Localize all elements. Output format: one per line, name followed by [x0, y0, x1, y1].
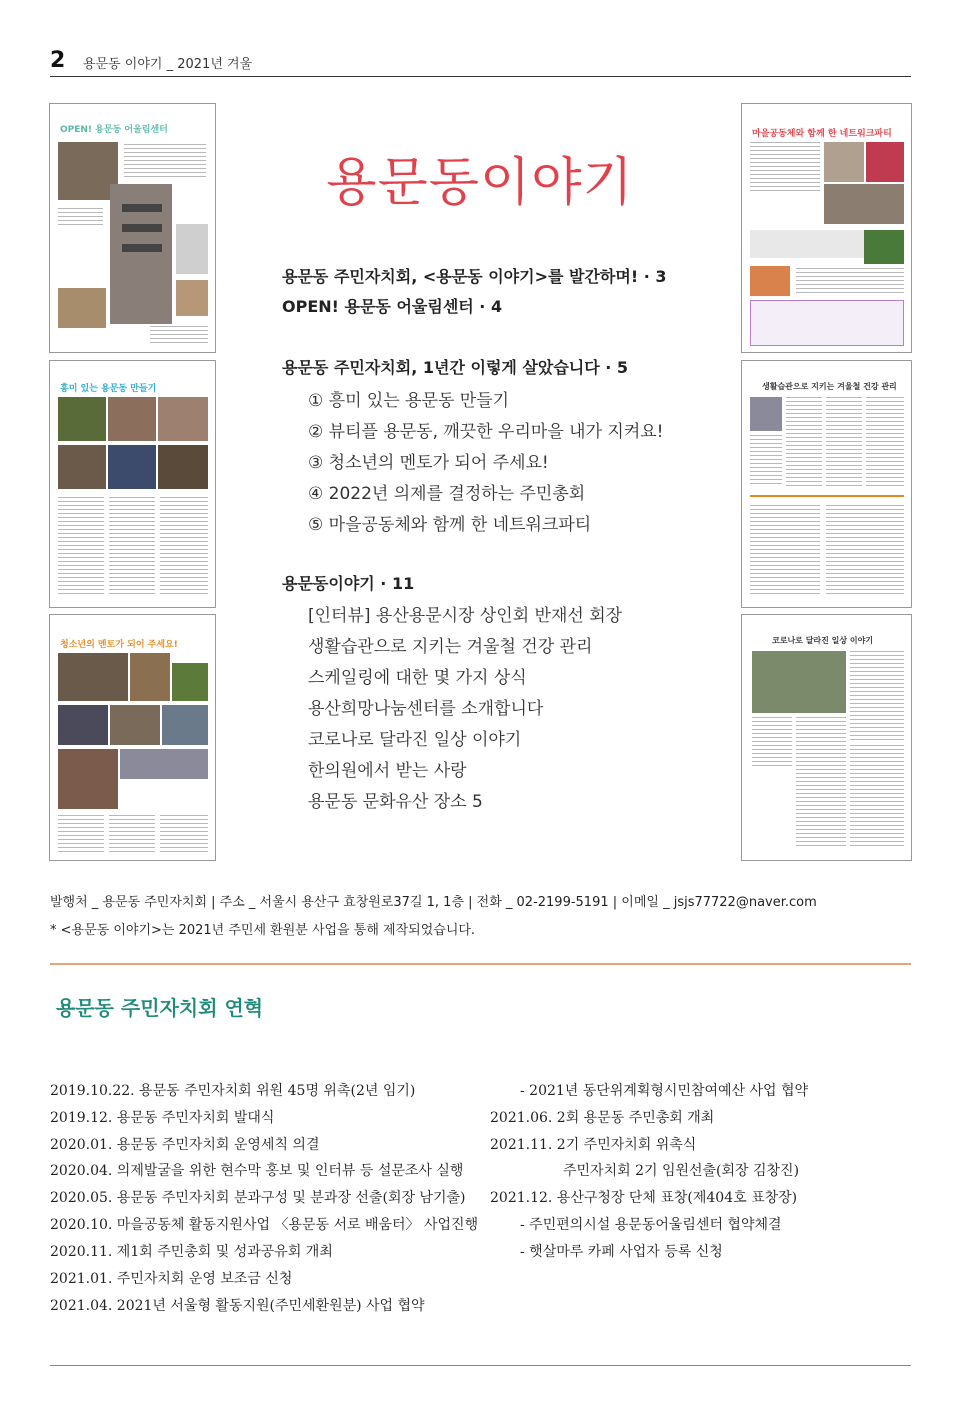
history-entry: 주민자치회 2기 임원선출(회장 김창진) [563, 1163, 800, 1179]
header-title: 용문동 이야기 _ 2021년 겨울 [83, 57, 253, 72]
thumbnail-photo [752, 651, 846, 713]
history-entry: 2021.01. 주민자치회 운영 보조금 신청 [50, 1271, 293, 1287]
page-number: 2 [50, 48, 66, 73]
page-header [50, 48, 911, 77]
publisher-info: 발행처 _ 용문동 주민자치회 | 주소 _ 서울시 용산구 효창원로37길 1, 1층 | 전화 _ 02-2199-5191 | 이메일 _ jsjs77722@naver.com [50, 895, 817, 910]
thumbnail-photo [130, 653, 170, 701]
toc-subitem: ② 뷰티플 용문동, 깨끗한 우리마을 내가 지켜요! [308, 422, 664, 442]
toc-subitem: [인터뷰] 용산용문시장 상인회 반재선 회장 [308, 606, 623, 626]
history-title: 용문동 주민자치회 연혁 [56, 996, 264, 1020]
history-entry: - 2021년 동단위계획형시민참여예산 사업 협약 [520, 1083, 809, 1099]
magazine-title: 용문동이야기 [326, 153, 634, 213]
toc-subitem: 용산희망나눔센터를 소개합니다 [308, 699, 544, 719]
thumbnail-title: 흥미 있는 용문동 만들기 [60, 384, 157, 394]
thumbnail-photo [158, 445, 208, 489]
toc-subitem: ⑤ 마을공동체와 함께 한 네트워크파티 [308, 515, 592, 535]
thumbnail-photo [864, 230, 904, 264]
thumbnail-photo [162, 705, 208, 745]
toc-item: 용문동이야기 · 11 [282, 574, 415, 593]
thumbnail-photo [176, 224, 208, 274]
toc-subitem: ③ 청소년의 멘토가 되어 주세요! [308, 453, 549, 473]
toc-item: 용문동 주민자치회, <용문동 이야기>를 발간하며! · 3 [282, 267, 667, 286]
thumbnail-photo [824, 184, 904, 224]
thumbnail-page-10 [741, 103, 912, 353]
history-entry: 2021.04. 2021년 서울형 활동지원(주민세환원분) 사업 협약 [50, 1298, 425, 1314]
thumbnail-page-12 [741, 360, 912, 608]
history-entry: 2020.05. 용문동 주민자치회 분과구성 및 분과장 선출(회장 남기출) [50, 1190, 466, 1206]
toc-item: 용문동 주민자치회, 1년간 이렇게 살았습니다 · 5 [282, 358, 629, 377]
toc-subitem: 한의원에서 받는 사랑 [308, 761, 467, 781]
thumbnail-photo [866, 142, 904, 182]
thumbnail-photo [58, 653, 128, 701]
thumbnail-photo [176, 280, 208, 316]
toc-subitem: 용문동 문화유산 장소 5 [308, 792, 483, 812]
thumbnail-title: OPEN! 용문동 어울림센터 [60, 125, 168, 135]
history-entry: 2021.12. 용산구청장 단체 표창(제404호 표창장) [490, 1190, 798, 1206]
thumbnail-title: 청소년의 멘토가 되어 주세요! [60, 640, 178, 650]
thumbnail-page-4 [49, 103, 216, 353]
thumbnail-photo [750, 397, 782, 431]
thumbnail-photo [58, 749, 118, 809]
toc-subitem: ① 흥미 있는 용문동 만들기 [308, 391, 510, 411]
history-entry: 2020.10. 마을공동체 활동지원사업 〈용문동 서로 배움터〉 사업진행 [50, 1217, 479, 1233]
history-entry: 2020.01. 용문동 주민자치회 운영세칙 의결 [50, 1137, 320, 1153]
section-divider [50, 963, 911, 965]
toc-subitem: 코로나로 달라진 일상 이야기 [308, 730, 522, 750]
thumbnail-photo [110, 705, 160, 745]
history-entry: 2021.11. 2기 주민자치회 위촉식 [490, 1137, 697, 1153]
history-entry: 2021.06. 2회 용문동 주민총회 개최 [490, 1110, 715, 1126]
thumbnail-photo [58, 445, 106, 489]
thumbnail-photo [58, 397, 106, 441]
thumbnail-photo [108, 445, 156, 489]
thumbnail-photo [120, 749, 208, 779]
history-entry: 2020.04. 의제발굴을 위한 현수막 홍보 및 인터뷰 등 설문조사 실행 [50, 1163, 464, 1179]
thumbnail-page-5 [49, 360, 216, 608]
thumbnail-photo [172, 663, 208, 701]
toc-subitem: 스케일링에 대한 몇 가지 상식 [308, 668, 527, 688]
thumbnail-photo [824, 142, 864, 182]
thumbnail-title: 마을공동체와 함께 한 네트워크파티 [752, 129, 892, 139]
thumbnail-page-14 [741, 614, 912, 861]
publisher-note: * <용문동 이야기>는 2021년 주민세 환원분 사업을 통해 제작되었습니다. [50, 923, 476, 938]
history-entry: 2019.10.22. 용문동 주민자치회 위원 45명 위촉(2년 임기) [50, 1083, 416, 1099]
thumbnail-title: 코로나로 달라진 일상 이야기 [772, 636, 874, 645]
history-entry: 2019.12. 용문동 주민자치회 발대식 [50, 1110, 275, 1126]
toc-item: OPEN! 용문동 어울림센터 · 4 [282, 297, 503, 316]
thumbnail-photo [58, 705, 108, 745]
thumbnail-photo [58, 288, 106, 328]
toc-subitem: ④ 2022년 의제를 결정하는 주민총회 [308, 484, 586, 504]
history-entry: 2020.11. 제1회 주민총회 및 성과공유회 개최 [50, 1244, 333, 1260]
toc-subitem: 생활습관으로 지키는 겨울철 건강 관리 [308, 637, 593, 657]
history-entry: - 주민편의시설 용문동어울림센터 협약체결 [520, 1217, 782, 1233]
thumbnail-title: 생활습관으로 지키는 겨울철 건강 관리 [762, 382, 897, 391]
thumbnail-photo [58, 142, 118, 200]
thumbnail-photo [158, 397, 208, 441]
history-entry: - 햇살마루 카페 사업자 등록 신청 [520, 1244, 723, 1260]
bottom-rule [50, 1365, 911, 1366]
thumbnail-photo [108, 397, 156, 441]
thumbnail-page-6 [49, 614, 216, 861]
